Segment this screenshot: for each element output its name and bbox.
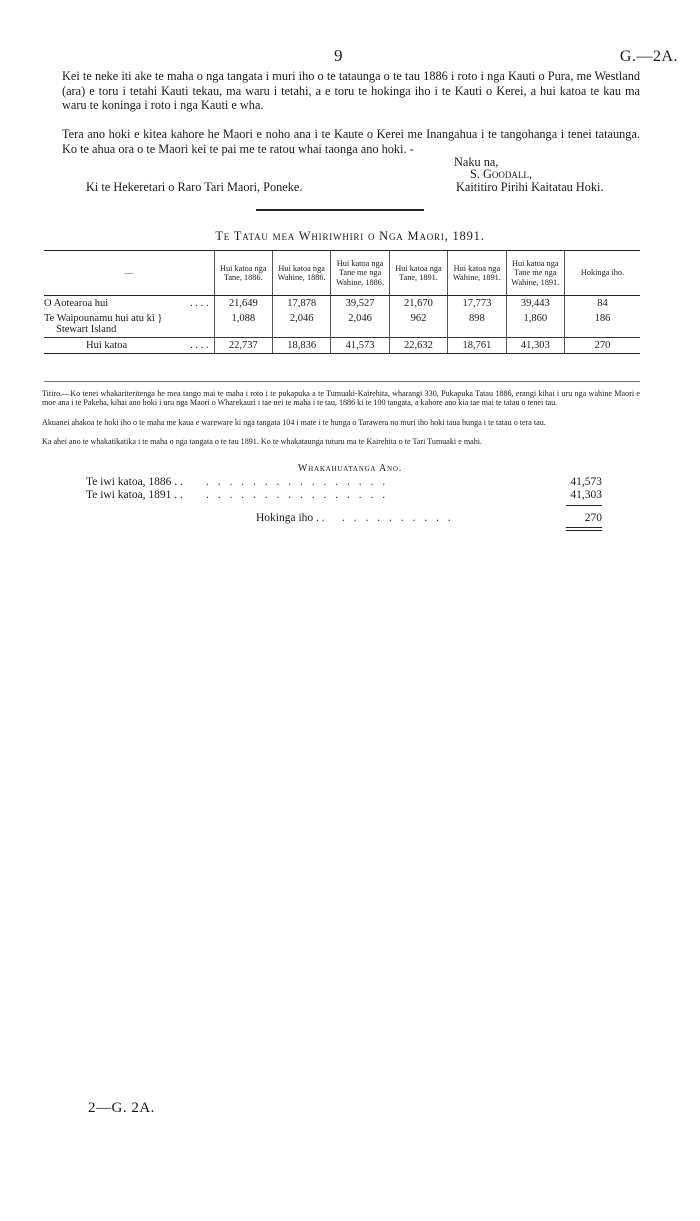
table-cell: 39,527 <box>331 296 389 312</box>
table-cell: 18,761 <box>448 338 506 354</box>
row-label <box>44 296 214 312</box>
table-row <box>44 311 640 338</box>
table-cell: 2,046 <box>331 311 389 338</box>
summary-value: 41,303 <box>570 489 602 501</box>
summary-label: Te iwi katoa, 1886 . . <box>86 476 183 488</box>
total-label-text: Hui katoa <box>86 340 128 351</box>
table-cell: 898 <box>448 311 506 338</box>
row-label-dots: . . . . <box>190 298 209 309</box>
total-label <box>44 338 214 354</box>
table-cell: 41,303 <box>506 338 564 354</box>
divider-rule <box>256 209 424 211</box>
census-table <box>44 250 640 354</box>
document-reference: G.—2A. <box>619 48 678 65</box>
addressee: Ki te Hekeretari o Raro Tari Maori, Poneke. <box>86 180 303 194</box>
paragraph: Tera ano hoki e kitea kahore he Maori e noho ana i te Kaute o Kerei me Inangahua i te tangohanga i tenei tataunga. Ko te ahua ora o te Maori kei te pai me te ratou whai taonga ano hoki. - <box>62 127 640 156</box>
closing: Naku na, <box>454 155 499 169</box>
table-cell: 17,773 <box>448 296 506 312</box>
column-header: Hokinga iho. <box>564 251 640 296</box>
summary-label: Te iwi katoa, 1891 . . <box>86 489 183 501</box>
table-total-row <box>44 338 640 354</box>
table-cell: 962 <box>389 311 447 338</box>
column-header: Hui katoa nga Tane, 1886. <box>214 251 272 296</box>
total-label-dots: . . . . <box>190 340 209 351</box>
page-number: 9 <box>334 46 343 65</box>
footer-reference: 2—G. 2A. <box>88 1100 155 1116</box>
table-cell: 21,649 <box>214 296 272 312</box>
footnote: Akuanei ahakoa te hoki iho o te maha me kaua e wareware ki nga tangata 104 i mate i te hunga o Tarawera no muri iho hoki taua hunga i te tatau o tera tau. <box>42 418 546 427</box>
table-row <box>44 296 640 312</box>
paragraph: Kei te neke iti ake te maha o nga tangata i muri iho o te tataunga o te tau 1886 i roto i nga Kauti o Pura, me Westland (ara) e toru i tetahi Kauti tekau, ma waru i tetahi, a e toru te hokinga iho i te Kauti o Kerei, a hui katoa te kau ma waru te koninga i roto i nga Kauti e wha. <box>62 69 640 112</box>
summary-title: Whakahuatanga Ano. <box>297 463 403 474</box>
table-cell: 21,670 <box>389 296 447 312</box>
table-cell: 22,737 <box>214 338 272 354</box>
row-label-line: Te Waipounamu hui atu ki } <box>44 313 163 324</box>
table-cell: 186 <box>564 311 640 338</box>
column-header: Hui katoa nga Wahine, 1886. <box>272 251 330 296</box>
table-cell: 22,632 <box>389 338 447 354</box>
signatory-title: Kaititiro Pirihi Kaitatau Hoki. <box>456 180 604 194</box>
summary-dots: . . . . . . . . . . . . . . . . <box>206 476 389 488</box>
table-cell: 18,836 <box>272 338 330 354</box>
summary-dots: . . . . . . . . . . <box>342 512 454 524</box>
row-label-line: Stewart Island <box>56 324 117 335</box>
summary-result-label: Hokinga iho . . <box>256 512 325 524</box>
table-cell: 2,046 <box>272 311 330 338</box>
table-cell: 17,878 <box>272 296 330 312</box>
table-title: Te Tatau mea Whiriwhiri o Nga Maori, 1891. <box>215 229 485 243</box>
summary-value: 41,573 <box>570 476 602 488</box>
column-header: Hui katoa nga Tane me nga Wahine, 1891. <box>506 251 564 296</box>
table-cell: 1,860 <box>506 311 564 338</box>
row-label-text: O Aotearoa hui <box>44 298 109 309</box>
summary-rule <box>566 505 602 506</box>
row-label <box>44 311 214 338</box>
table-cell: 1,088 <box>214 311 272 338</box>
notes-rule <box>44 381 640 382</box>
summary-rule <box>566 527 602 528</box>
table-header-row <box>44 251 640 296</box>
table-cell: 270 <box>564 338 640 354</box>
footnote: Titiro.—Ko tenei whakariteritenga he mea tango mai te maha i roto i te pukapuka a te Tumuaki-Kairehita, wharangi 330, Pukapuka Tatau 1886, erangi kihai i uru nga wahine Maori e moe ana i te Pakeha, kihai ano hoki i uru nga Maori o Wharekauri i tae nei te maha i te tau, 1886 ki te 100 tangata, a kahore ano kia tae mai te tatau o tenei tau. <box>42 389 640 408</box>
summary-rule <box>566 530 602 531</box>
column-header: Hui katoa nga Wahine, 1891. <box>448 251 506 296</box>
column-header: Hui katoa nga Tane, 1891. <box>389 251 447 296</box>
table-cell: 84 <box>564 296 640 312</box>
table-cell: 41,573 <box>331 338 389 354</box>
summary-result-value: 270 <box>584 512 602 524</box>
stub-header: — <box>44 251 214 296</box>
signature: S. Goodall, <box>470 167 532 181</box>
summary-dots: . . . . . . . . . . . . . . . . <box>206 489 389 501</box>
footnote: Ka ahei ano te whakatikatika i te maha o nga tangata o te tau 1891. Ko te whakataunga tuturu ma te Kairehita o te Tari Tumuaki e mahi. <box>42 437 483 446</box>
table-cell: 39,443 <box>506 296 564 312</box>
column-header: Hui katoa nga Tane me nga Wahine, 1886. <box>331 251 389 296</box>
